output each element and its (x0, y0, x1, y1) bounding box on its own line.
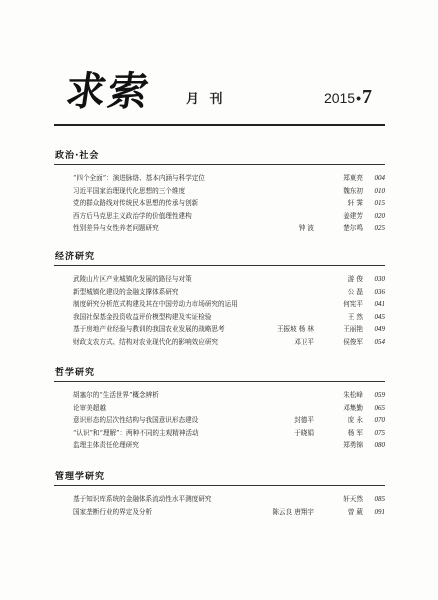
article-title: 武陵山片区产业城镇化发展的路径与对策 (73, 275, 192, 283)
section-politics-society (54, 150, 385, 235)
journal-logo: 求索 (62, 68, 154, 115)
article-page: 036 (374, 287, 385, 296)
article-author: 轩 霁 (347, 199, 363, 208)
article-author: 郑東亮 (343, 174, 363, 182)
article-page: 025 (374, 224, 385, 233)
article-page: 070 (374, 416, 385, 425)
article-row[interactable] (54, 273, 385, 286)
article-title: “四个全面”：演进脉络、基本内涵与科学定位 (73, 174, 206, 182)
article-page: 045 (374, 312, 385, 321)
article-row[interactable] (54, 493, 385, 506)
issue-year: 2015 (323, 90, 356, 106)
section-title: 经济研究 (55, 252, 96, 262)
section-rule (54, 485, 385, 486)
article-author: 杨 军 (347, 428, 363, 437)
article-list (54, 172, 385, 235)
article-title: 财政支农方式、结构对农业现代化的影响效应研究 (73, 337, 219, 346)
masthead-rule (54, 124, 385, 126)
article-row[interactable] (54, 414, 385, 427)
article-author: 姜建芳 (343, 211, 363, 220)
article-page: 004 (374, 174, 385, 182)
article-author: 王 然 (347, 312, 363, 321)
article-page: 059 (374, 391, 385, 399)
article-page: 020 (374, 211, 385, 220)
article-row[interactable] (54, 222, 385, 235)
article-page: 085 (374, 495, 385, 503)
article-title: 意识形态的层次性结构与我国意识形态建设 (73, 416, 199, 425)
article-row[interactable] (54, 506, 385, 519)
article-author: 轩天然 (343, 495, 363, 503)
article-author: 公 磊 (347, 287, 363, 296)
article-title: 我国社保基金投资收益评价模型构建及实证检验 (73, 312, 212, 321)
section-rule (54, 381, 385, 382)
article-author: 庞 永 (347, 416, 363, 425)
article-row[interactable] (54, 439, 385, 452)
article-row[interactable] (54, 311, 385, 324)
section-rule (54, 164, 385, 165)
article-row[interactable] (54, 389, 385, 402)
article-author: 钟 波 (298, 224, 314, 233)
article-title: 胡塞尔的“生活世界”概念辨析 (73, 391, 159, 399)
article-page: 065 (374, 403, 385, 412)
article-list (54, 389, 385, 452)
article-title: 习近平国家治理现代化思想的三个维度 (73, 186, 186, 195)
article-page: 030 (374, 275, 385, 283)
article-title: 新型城镇化建设的金融支撑体系研究 (73, 287, 179, 296)
article-row[interactable] (54, 286, 385, 299)
article-page: 080 (374, 441, 385, 450)
issue-number: 7 (362, 86, 372, 108)
section-economic-research (54, 251, 385, 349)
article-author: 朱松峰 (343, 391, 363, 399)
article-author: 郑勇锦 (343, 441, 363, 450)
issue-label (324, 86, 372, 109)
article-row[interactable] (54, 402, 385, 415)
article-title: 西方后马克思主义政治学的价值理性建构 (73, 211, 192, 220)
article-title: 基于房地产业经验与教训的我国农业发展的战略思考 (73, 325, 225, 334)
section-title: 管理学研究 (55, 472, 106, 482)
section-management-research (54, 471, 385, 518)
article-author: 游 俊 (347, 275, 363, 283)
article-author: 于晓娟 (294, 428, 314, 437)
article-author: 邓卫平 (294, 337, 314, 346)
article-page: 015 (374, 199, 385, 208)
monthly-label: 月 刊 (186, 92, 226, 107)
article-title: 党的群众路线对传统民本思想的传承与创新 (73, 199, 199, 208)
article-page: 049 (374, 325, 385, 334)
article-title: “认识”和“理解”：两种不同的主观精神活动 (73, 428, 199, 437)
article-list (54, 273, 385, 349)
issue-separator: • (356, 90, 361, 106)
article-list (54, 493, 385, 518)
article-title: 基于知识库系统的金融体系流动性水平测度研究 (73, 495, 212, 503)
article-page: 054 (374, 337, 385, 346)
article-author: 封德平 (294, 416, 314, 425)
article-author: 曾 葳 (347, 507, 363, 516)
article-row[interactable] (54, 185, 385, 198)
article-author: 魏东初 (343, 186, 363, 195)
article-row[interactable] (54, 336, 385, 349)
article-row[interactable] (54, 298, 385, 311)
article-row[interactable] (54, 427, 385, 440)
article-author: 侯俊军 (343, 337, 363, 346)
article-title: 制度研究分析范式构建及其在中国劳动力市场研究的运用 (73, 300, 238, 309)
section-title: 政治·社会 (55, 151, 100, 161)
article-page: 010 (374, 186, 385, 195)
article-title: 性别差异与女性养老问题研究 (73, 224, 159, 233)
section-rule (54, 265, 385, 266)
article-author: 楚尔鸣 (343, 224, 363, 233)
article-author: 邓集勤 (343, 403, 363, 412)
article-title: 论审美超越 (73, 403, 106, 412)
article-row[interactable] (54, 197, 385, 210)
section-title: 哲学研究 (55, 368, 96, 378)
article-title: 国家垄断行业的界定及分析 (73, 507, 153, 516)
masthead (62, 66, 372, 116)
article-author: 王丽艳 (343, 325, 363, 334)
article-row[interactable] (54, 323, 385, 336)
section-philosophy-research (54, 367, 385, 452)
article-author: 王振坡 杨 林 (276, 325, 314, 334)
article-page: 041 (374, 300, 385, 309)
article-title: 监理主体责任伦理研究 (73, 441, 139, 450)
article-row[interactable] (54, 172, 385, 185)
article-row[interactable] (54, 210, 385, 223)
article-author: 陈云良 唐翔宇 (272, 507, 314, 516)
article-page: 075 (374, 428, 385, 437)
article-page: 091 (374, 507, 385, 516)
article-author: 何宪平 (343, 300, 363, 309)
